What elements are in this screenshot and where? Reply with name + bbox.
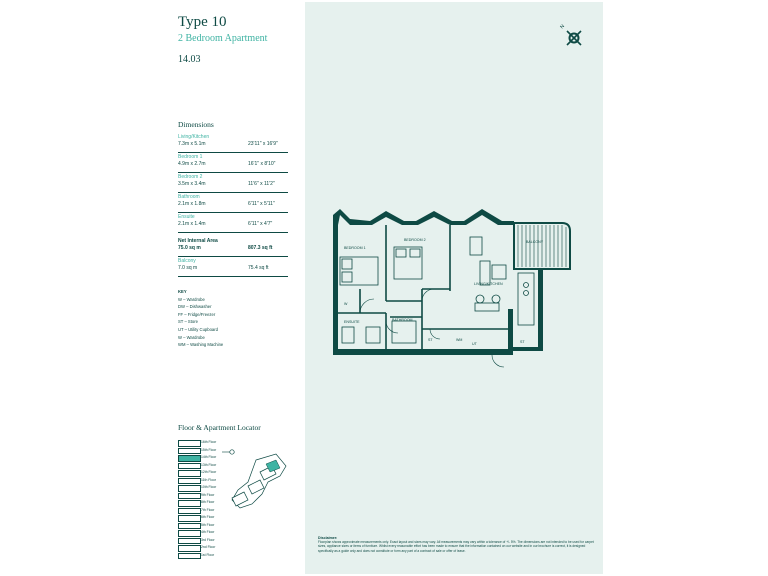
floor-bar <box>178 463 201 470</box>
key-item: W – Wardrobe <box>178 334 205 340</box>
dimension-label: Ensuite <box>178 214 195 220</box>
floor-label: 7th Floor <box>201 507 215 512</box>
key-legend <box>178 288 223 349</box>
disclaimer <box>318 536 598 553</box>
locator-north-icon <box>222 450 234 454</box>
key-item: ST – Store <box>178 319 198 325</box>
floor-label: 1st Floor <box>201 552 215 557</box>
dimension-label: Bedroom 1 <box>178 154 203 160</box>
unit-number: 14.03 <box>178 54 201 65</box>
apartment-type-title: Type 10 <box>178 14 227 30</box>
floorplan-panel <box>305 2 603 574</box>
key-item: WM – Washing Machine <box>178 342 224 348</box>
dimension-row-living <box>178 134 288 153</box>
apartment-subtitle: 2 Bedroom Apartment <box>178 33 268 44</box>
dimension-row-net-internal-area <box>178 238 288 257</box>
floor-bar <box>178 523 201 530</box>
dimension-metric: 4.9m x 2.7m <box>178 161 206 167</box>
floor-label: 9th Floor <box>201 492 215 497</box>
key-heading: KEY <box>178 289 187 294</box>
fixture-label-st: ST <box>428 338 433 342</box>
dimension-metric: 2.1m x 1.8m <box>178 201 206 207</box>
dimensions-heading: Dimensions <box>178 120 214 129</box>
dimension-metric: 7.3m x 5.1m <box>178 141 206 147</box>
dimension-label: Living/Kitchen <box>178 134 210 140</box>
room-label-bedroom1: BEDROOM 1 <box>344 246 366 250</box>
floor-label: 3rd Floor <box>201 537 215 542</box>
floor-label: 8th Floor <box>201 500 215 504</box>
floor-bar <box>178 515 201 522</box>
floor-bar <box>178 508 201 515</box>
floor-bar <box>178 545 201 552</box>
dimension-row-bathroom <box>178 194 288 213</box>
floor-bar <box>178 493 201 500</box>
key-item: UT – Utility Cupboard <box>178 326 218 332</box>
fixture-label-w: W <box>344 302 348 306</box>
dimension-imperial: 11'6" x 11'2" <box>248 181 275 187</box>
dimension-metric: 3.5m x 3.4m <box>178 181 206 187</box>
fixture-label-ut: UT <box>472 342 477 346</box>
floor-bar-active <box>178 455 201 462</box>
key-item: DW – Dishwasher <box>178 304 212 310</box>
dimension-imperial: 6'11" x 5'11" <box>248 201 275 207</box>
floor-bar <box>178 470 201 477</box>
floor-label: 13th Floor <box>201 462 217 467</box>
apartment-locator-map <box>218 446 300 526</box>
room-label-balcony: BALCONY <box>526 240 544 244</box>
disclaimer-text: Floorplan shows approximate measurements only. Exact layout and sizes may vary. All measurements may vary within a tolerance of +/- 5%. The dimensions are not intended to be used for carpet sizes, appliance sizes or items of furniture. Whilst every reasonable effort has been made to ensure that the information contained on our website and in our brochure is correct, it is designed specifically as a guide only and does not constitute or form any part of a contract of sale or offer of lease. <box>318 540 594 553</box>
fixture-label-wm: WM <box>456 338 463 342</box>
floor-label: 6th Floor <box>201 515 215 519</box>
dimension-row-ensuite <box>178 214 288 233</box>
dimension-label: Net Internal Area <box>178 238 218 244</box>
dimension-imperial: 6'11" x 4'7" <box>248 221 273 227</box>
info-panel <box>166 2 305 574</box>
dimension-imperial: 23'11" x 16'9" <box>248 141 278 147</box>
key-item: W – Wardrobe <box>178 296 205 302</box>
locator-heading: Floor & Apartment Locator <box>178 423 261 432</box>
balcony <box>514 223 570 269</box>
dimension-label: Bathroom <box>178 194 200 200</box>
furniture <box>340 237 534 343</box>
floor-bar <box>178 478 201 485</box>
floor-bar <box>178 440 201 447</box>
room-label-ensuite: ENSUITE <box>344 320 360 324</box>
floor-label: 10th Floor <box>201 485 217 489</box>
doors <box>360 289 504 367</box>
fixture-label-st: ST <box>520 340 525 344</box>
floor-plan-drawing <box>330 209 575 374</box>
room-label-bedroom2: BEDROOM 2 <box>404 238 426 242</box>
floor-label: 12th Floor <box>201 470 217 474</box>
floor-label: 11th Floor <box>201 477 217 482</box>
room-label-living: LIVING/KITCHEN <box>474 282 503 286</box>
dimension-row-bedroom1 <box>178 154 288 173</box>
floor-label: 2nd Floor <box>201 545 216 549</box>
dimension-label: Balcony <box>178 258 196 264</box>
north-arrow-icon <box>558 22 584 48</box>
dimension-imperial: 16'1" x 8'10" <box>248 161 276 167</box>
floor-bar <box>178 553 201 560</box>
disclaimer-heading: Disclaimer: <box>318 536 338 540</box>
room-label-bathroom: BATHROOM <box>392 318 413 322</box>
floor-bar <box>178 448 201 455</box>
floor-label: 15th Floor <box>201 447 217 452</box>
dimension-row-balcony <box>178 258 288 277</box>
dimension-metric: 2.1m x 1.4m <box>178 221 206 227</box>
dimension-imperial: 75.4 sq ft <box>248 265 269 271</box>
dimension-label: Bedroom 2 <box>178 174 203 180</box>
dimension-metric: 7.0 sq m <box>178 265 198 271</box>
floor-bar <box>178 485 201 492</box>
key-item: FF – Fridge/Freezer <box>178 311 216 317</box>
floor-label: 4th Floor <box>201 530 215 534</box>
floor-bar <box>178 538 201 545</box>
dimension-row-bedroom2 <box>178 174 288 193</box>
exterior-walls <box>333 209 543 355</box>
floor-bar <box>178 500 201 507</box>
dimension-imperial: 807.3 sq ft <box>248 245 273 251</box>
floor-bar <box>178 530 201 537</box>
svg-text:N: N <box>559 23 566 31</box>
floor-label: 5th Floor <box>201 522 215 527</box>
floor-label: 16th Floor <box>201 440 217 444</box>
floorplan-sheet <box>166 2 603 574</box>
floor-label-active: 14th Floor <box>201 455 217 459</box>
dimension-metric: 75.0 sq m <box>178 245 201 251</box>
